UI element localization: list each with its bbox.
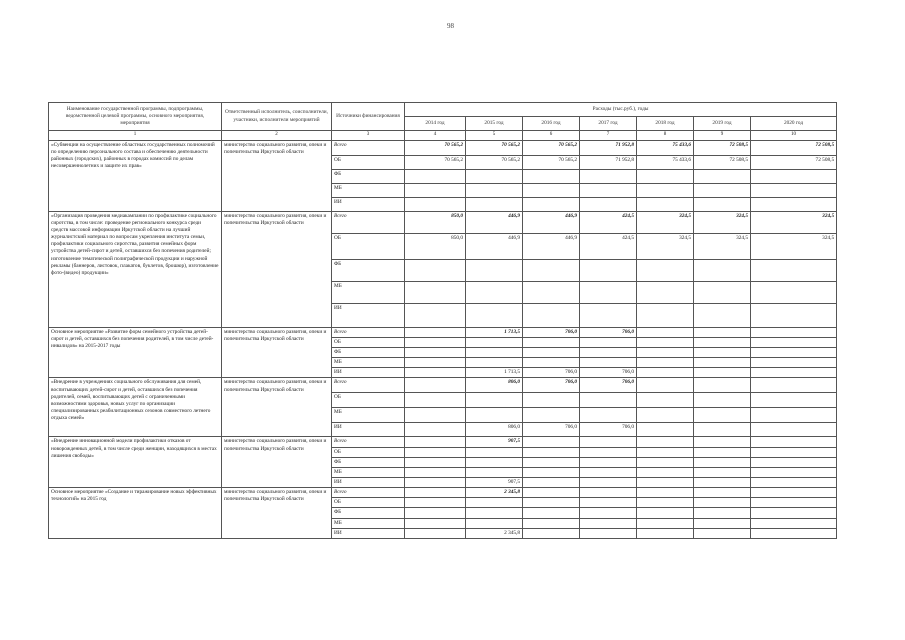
amount-cell [637,437,694,447]
event-name-cell: «Внедрение инновационной модели профилактики отказов от новорожденных детей, в том числе среди женщин, находящихся в местах лишения свободы» [49,437,222,488]
column-index: 8 [637,131,694,141]
amount-cell [580,467,637,477]
amount-cell: 72 508,5 [694,140,751,155]
funding-source-cell: Всего [332,378,405,393]
amount-cell [580,281,637,303]
funding-source-cell: ОБ [332,155,405,169]
amount-cell [466,447,523,457]
amount-cell [580,528,637,538]
amount-cell [751,498,837,508]
amount-cell [405,423,466,437]
amount-cell [466,518,523,528]
header-name: Наименование государственной программы, подпрограммы, ведомственной целевой программы, основного мероприятия, мероприятия [49,103,222,131]
column-index: 9 [694,131,751,141]
funding-source-cell: ОБ [332,447,405,457]
amount-cell [694,423,751,437]
amount-cell [751,447,837,457]
amount-cell: 706,0 [523,423,580,437]
amount-cell: 706,0 [523,327,580,337]
amount-cell [466,303,523,327]
amount-cell [523,337,580,347]
amount-cell [405,259,466,281]
amount-cell [405,183,466,197]
amount-cell [694,358,751,368]
amount-cell [637,467,694,477]
executor-cell: министерство социального развития, опеки и попечительства Иркутской области [222,327,332,378]
amount-cell [694,518,751,528]
amount-cell [405,498,466,508]
amount-cell [751,327,837,337]
amount-cell [694,303,751,327]
amount-cell [405,508,466,518]
amount-cell [694,508,751,518]
amount-cell: 2 345,8 [466,488,523,498]
funding-source-cell: ФБ [332,508,405,518]
column-index: 10 [751,131,837,141]
funding-source-cell: ОБ [332,393,405,408]
funding-source-cell: ОБ [332,233,405,259]
amount-cell [466,508,523,518]
executor-cell: министерство социального развития, опеки и попечительства Иркутской области [222,488,332,539]
header-executor: Ответственный исполнитель, соисполнители, участники, исполнители мероприятий [222,103,332,131]
funding-source-cell: ИИ [332,303,405,327]
funding-source-cell: Всего [332,488,405,498]
executor-cell: министерство социального развития, опеки и попечительства Иркутской области [222,378,332,437]
amount-cell [405,303,466,327]
executor-cell: министерство социального развития, опеки и попечительства Иркутской области [222,211,332,327]
amount-cell [637,337,694,347]
amount-cell: 75 433,6 [637,140,694,155]
amount-cell [637,183,694,197]
funding-source-cell: МБ [332,183,405,197]
amount-cell [580,259,637,281]
amount-cell [694,183,751,197]
amount-cell: 72 508,5 [751,155,837,169]
amount-cell: 324,5 [637,233,694,259]
amount-cell [523,488,580,498]
amount-cell [751,281,837,303]
amount-cell: 806,0 [466,378,523,393]
funding-source-cell: МБ [332,518,405,528]
amount-cell [580,337,637,347]
header-year: 2020 год [751,117,837,131]
amount-cell: 1 713,5 [466,368,523,378]
funding-source-cell: ФБ [332,169,405,183]
amount-cell [466,467,523,477]
amount-cell: 70 565,2 [523,155,580,169]
amount-cell [466,348,523,358]
amount-cell [637,358,694,368]
amount-cell [694,488,751,498]
amount-cell: 324,5 [751,211,837,233]
amount-cell [580,478,637,488]
amount-cell [466,408,523,423]
funding-source-cell: МБ [332,467,405,477]
amount-cell [751,508,837,518]
amount-cell [523,169,580,183]
amount-cell: 446,9 [523,233,580,259]
amount-cell [751,437,837,447]
amount-cell [637,518,694,528]
amount-cell [751,478,837,488]
amount-cell [523,408,580,423]
amount-cell: 70 565,2 [466,155,523,169]
amount-cell [694,393,751,408]
amount-cell: 706,0 [580,423,637,437]
amount-cell: 324,5 [637,211,694,233]
amount-cell [405,378,466,393]
amount-cell: 75 433,6 [637,155,694,169]
amount-cell [580,183,637,197]
funding-source-cell: ИИ [332,478,405,488]
amount-cell [637,498,694,508]
amount-cell [523,393,580,408]
amount-cell [405,467,466,477]
amount-cell: 72 508,5 [694,155,751,169]
amount-cell [751,518,837,528]
amount-cell [694,281,751,303]
amount-cell [751,378,837,393]
amount-cell [405,337,466,347]
amount-cell: 706,0 [580,368,637,378]
column-index: 5 [466,131,523,141]
amount-cell [466,197,523,211]
expenses-table [48,102,837,539]
funding-source-cell: ИИ [332,528,405,538]
amount-cell [580,408,637,423]
amount-cell [580,348,637,358]
amount-cell [637,303,694,327]
amount-cell [405,393,466,408]
column-index: 3 [332,131,405,141]
amount-cell [694,348,751,358]
amount-cell [637,259,694,281]
amount-cell [405,197,466,211]
funding-source-cell: ИИ [332,423,405,437]
funding-source-cell: Всего [332,327,405,337]
amount-cell: 706,0 [523,378,580,393]
amount-cell [523,358,580,368]
amount-cell [694,368,751,378]
event-name-cell: Основное мероприятие «Развитие форм семейного устройства детей-сирот и детей, оставшихся без попечения родителей, в том числе детей-инвалидов» на 2015-2017 годы [49,327,222,378]
amount-cell [466,183,523,197]
amount-cell [694,528,751,538]
amount-cell [637,423,694,437]
amount-cell [637,408,694,423]
amount-cell [523,259,580,281]
amount-cell [523,518,580,528]
amount-cell: 70 565,2 [405,155,466,169]
amount-cell: 70 565,2 [405,140,466,155]
amount-cell [637,169,694,183]
column-index: 1 [49,131,222,141]
header-year: 2019 год [694,117,751,131]
amount-cell [405,368,466,378]
amount-cell [405,478,466,488]
executor-cell: министерство социального развития, опеки и попечительства Иркутской области [222,437,332,488]
amount-cell [405,348,466,358]
amount-cell [523,303,580,327]
amount-cell [523,437,580,447]
amount-cell [523,478,580,488]
amount-cell [523,467,580,477]
funding-source-cell: ФБ [332,259,405,281]
header-year: 2018 год [637,117,694,131]
amount-cell: 706,0 [580,378,637,393]
amount-cell [694,169,751,183]
amount-cell [580,498,637,508]
amount-cell [637,447,694,457]
amount-cell: 70 565,2 [523,140,580,155]
amount-cell [637,478,694,488]
amount-cell [580,508,637,518]
amount-cell [580,447,637,457]
amount-cell [751,393,837,408]
amount-cell [405,447,466,457]
amount-cell [405,457,466,467]
funding-source-cell: ОБ [332,498,405,508]
amount-cell [405,408,466,423]
funding-source-cell: Всего [332,140,405,155]
header-expenses: Расходы (тыс.руб.), годы [405,103,837,117]
amount-cell [466,457,523,467]
amount-cell [751,169,837,183]
amount-cell [405,169,466,183]
table-row [49,437,837,447]
amount-cell [751,467,837,477]
amount-cell [523,457,580,467]
page-number: 98 [447,22,454,30]
header-year: 2014 год [405,117,466,131]
amount-cell [466,393,523,408]
amount-cell [694,478,751,488]
amount-cell: 907,5 [466,478,523,488]
amount-cell [466,358,523,368]
header-year: 2015 год [466,117,523,131]
amount-cell [637,327,694,337]
amount-cell: 850,0 [405,211,466,233]
amount-cell [694,498,751,508]
amount-cell [580,457,637,467]
amount-cell [637,488,694,498]
amount-cell: 446,9 [466,233,523,259]
amount-cell [694,467,751,477]
amount-cell [637,348,694,358]
amount-cell [751,408,837,423]
funding-source-cell: ИИ [332,197,405,211]
amount-cell [523,348,580,358]
amount-cell [751,488,837,498]
table-row [49,211,837,233]
amount-cell [405,488,466,498]
funding-source-cell: ФБ [332,457,405,467]
amount-cell [751,423,837,437]
amount-cell [405,518,466,528]
amount-cell: 446,9 [466,211,523,233]
amount-cell [751,337,837,347]
amount-cell [694,337,751,347]
amount-cell [751,457,837,467]
amount-cell: 72 508,5 [751,140,837,155]
amount-cell: 2 345,8 [466,528,523,538]
amount-cell [751,183,837,197]
funding-source-cell: Всего [332,437,405,447]
amount-cell [694,197,751,211]
table-row [49,488,837,498]
amount-cell [523,447,580,457]
amount-cell: 324,5 [751,233,837,259]
amount-cell [637,393,694,408]
amount-cell: 446,9 [523,211,580,233]
event-name-cell: Основное мероприятие «Создание и тиражирование новых эффективных технологий» на 2015 год [49,488,222,539]
amount-cell: 71 952,8 [580,140,637,155]
amount-cell: 424,5 [580,211,637,233]
amount-cell [405,281,466,303]
event-name-cell: «Внедрение в учреждениях социального обслуживания для семей, воспитывающих детей-сирот и детей, оставшихся без попечения родителей, семей, воспитывающих детей с ограниченными возможностями здоровья, новых услуг по организации специализированных реабилитационных сезонов совместного летнего отдыха семей» [49,378,222,437]
amount-cell: 806,0 [466,423,523,437]
amount-cell [580,437,637,447]
amount-cell: 70 565,2 [466,140,523,155]
amount-cell [523,508,580,518]
amount-cell [694,259,751,281]
amount-cell [694,327,751,337]
funding-source-cell: МБ [332,358,405,368]
amount-cell [466,337,523,347]
amount-cell [405,528,466,538]
amount-cell: 424,5 [580,233,637,259]
amount-cell: 706,0 [523,368,580,378]
event-name-cell: «Организация проведения медиакампании по профилактике социального сиротства, в том числе: проведение регионального конкурса среди средств массовой информации Иркутской области на лучший журналистский материал по вопросам укрепления института семьи, профилактики социального сиротства, развития семейных форм устройства детей-сирот и детей, оставшихся без попечения родителей; изготовление тематической полиграфической продукции и наружной рекламы (баннеров, листовок, плакатов, буклетов, брошюр), изготовление фото-(видео) продукции» [49,211,222,327]
funding-source-cell: ОБ [332,337,405,347]
executor-cell: министерство социального развития, опеки и попечительства Иркутской области [222,140,332,211]
amount-cell [637,378,694,393]
amount-cell [694,437,751,447]
amount-cell [637,368,694,378]
event-name-cell: «Субвенции на осуществление областных государственных полномочий по определению персонального состава и обеспечению деятельности районных (городских), районных в городах комиссий по делам несовершеннолетних и защите их прав» [49,140,222,211]
amount-cell [751,528,837,538]
header-year: 2016 год [523,117,580,131]
amount-cell [523,528,580,538]
amount-cell [466,169,523,183]
amount-cell [580,303,637,327]
column-index: 2 [222,131,332,141]
table-row [49,378,837,393]
amount-cell [751,358,837,368]
funding-source-cell: МБ [332,408,405,423]
amount-cell: 907,5 [466,437,523,447]
amount-cell [580,169,637,183]
funding-source-cell: Всего [332,211,405,233]
amount-cell [580,518,637,528]
amount-cell [637,508,694,518]
amount-cell [637,197,694,211]
amount-cell: 71 952,8 [580,155,637,169]
funding-source-cell: МБ [332,281,405,303]
column-index: 7 [580,131,637,141]
amount-cell [523,498,580,508]
amount-cell [523,281,580,303]
amount-cell [405,327,466,337]
amount-cell [580,197,637,211]
amount-cell [405,437,466,447]
amount-cell [694,378,751,393]
funding-source-cell: ФБ [332,348,405,358]
amount-cell [694,408,751,423]
header-source: Источники финансирования [332,103,405,131]
amount-cell: 324,5 [694,233,751,259]
amount-cell [751,348,837,358]
table-row [49,140,837,155]
amount-cell [751,303,837,327]
table-row [49,327,837,337]
amount-cell [523,197,580,211]
amount-cell [751,368,837,378]
column-index: 6 [523,131,580,141]
amount-cell [637,281,694,303]
amount-cell [466,259,523,281]
column-index-row [49,131,837,141]
amount-cell [580,393,637,408]
amount-cell [466,281,523,303]
amount-cell: 850,0 [405,233,466,259]
header-year: 2017 год [580,117,637,131]
amount-cell [637,528,694,538]
amount-cell [405,358,466,368]
funding-source-cell: ИИ [332,368,405,378]
column-index: 4 [405,131,466,141]
amount-cell: 1 713,5 [466,327,523,337]
amount-cell: 706,0 [580,327,637,337]
amount-cell [580,488,637,498]
amount-cell [694,447,751,457]
amount-cell [580,358,637,368]
amount-cell [751,259,837,281]
amount-cell: 324,5 [694,211,751,233]
amount-cell [523,183,580,197]
amount-cell [694,457,751,467]
amount-cell [637,457,694,467]
amount-cell [751,197,837,211]
amount-cell [466,498,523,508]
